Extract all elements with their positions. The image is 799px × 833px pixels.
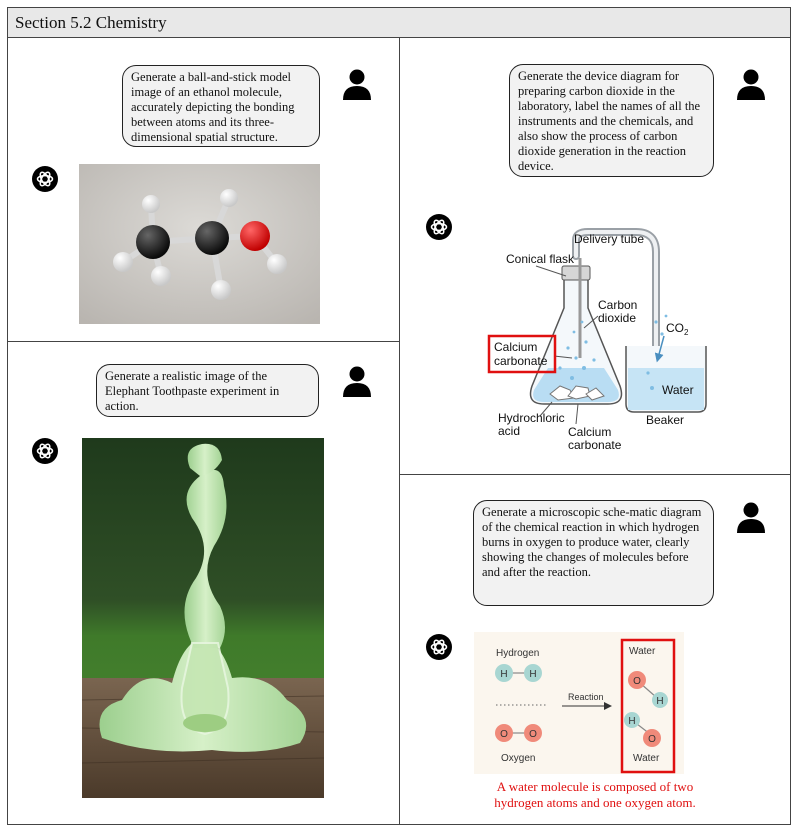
- label-oxygen: Oxygen: [501, 753, 536, 764]
- label-conical-flask: Conical flask: [506, 252, 575, 266]
- section-title: Section 5.2 Chemistry: [8, 8, 790, 38]
- ethanol-model-image: [79, 164, 320, 324]
- label-delivery-tube: Delivery tube: [574, 232, 645, 246]
- prompt-bubble-toothpaste: Generate a realistic image of the Elephant Toothpaste experiment in action.: [96, 364, 319, 417]
- label-dioxide: dioxide: [598, 311, 637, 325]
- user-icon: [340, 364, 374, 398]
- figure-frame: [7, 7, 791, 825]
- label-acid: acid: [498, 424, 521, 438]
- openai-logo-icon: [426, 634, 452, 660]
- prompt-bubble-ethanol: Generate a ball-and-stick model image of an ethanol molecule, accurately depicting the bonding between atoms and its three-dimensional spatial structure.: [122, 65, 320, 147]
- svg-text:H: H: [529, 669, 537, 680]
- water-reaction-diagram: [474, 632, 684, 774]
- label-water-top: Water: [629, 646, 656, 657]
- co2-apparatus-diagram: [476, 218, 726, 453]
- label-co2-subscript: 2: [684, 328, 689, 337]
- label-reaction: Reaction: [568, 692, 604, 702]
- openai-logo-icon: [32, 438, 58, 464]
- svg-text:O: O: [633, 676, 641, 687]
- prompt-bubble-co2: Generate the device diagram for preparing carbon dioxide in the laboratory, label the names of all the instruments and the chemicals, and also show the process of carbon dioxide generation in the reaction device.: [509, 64, 714, 177]
- label-hydrogen: Hydrogen: [496, 648, 540, 659]
- svg-text:O: O: [529, 729, 537, 740]
- user-icon: [340, 67, 374, 101]
- svg-text:H: H: [656, 696, 664, 707]
- label-water-bottom: Water: [633, 753, 660, 764]
- svg-text:H: H: [628, 716, 636, 727]
- caption-water: [460, 779, 730, 811]
- column-divider: [399, 38, 400, 824]
- user-icon: [734, 500, 768, 534]
- label-water: Water: [662, 383, 694, 397]
- prompt-bubble-water-reaction: Generate a microscopic sche-matic diagram of the chemical reaction in which hydrogen burns in oxygen to produce water, clearly showing the changes of molecules before and after the reaction.: [473, 500, 714, 606]
- openai-logo-icon: [32, 166, 58, 192]
- caption-line-1: A water molecule is composed of two: [496, 779, 694, 794]
- label-carbonate: carbonate: [494, 354, 548, 368]
- svg-text:CO2: [666, 321, 689, 337]
- caption-line-2: hydrogen atoms and one oxygen atom.: [494, 795, 696, 810]
- row-divider-left: [8, 341, 399, 342]
- openai-logo-icon: [426, 214, 452, 240]
- row-divider-right: [400, 474, 790, 475]
- label-calcium-2: Calcium: [568, 425, 612, 439]
- svg-text:O: O: [648, 734, 656, 745]
- label-carbon: Carbon: [598, 298, 638, 312]
- svg-text:O: O: [500, 729, 508, 740]
- label-co2: CO: [666, 321, 684, 335]
- user-icon: [734, 67, 768, 101]
- label-hydrochloric: Hydrochloric: [498, 411, 565, 425]
- svg-text:H: H: [500, 669, 508, 680]
- elephant-toothpaste-image: [82, 438, 324, 798]
- label-calcium: Calcium: [494, 340, 538, 354]
- label-beaker: Beaker: [646, 413, 685, 427]
- label-carbonate-2: carbonate: [568, 438, 622, 452]
